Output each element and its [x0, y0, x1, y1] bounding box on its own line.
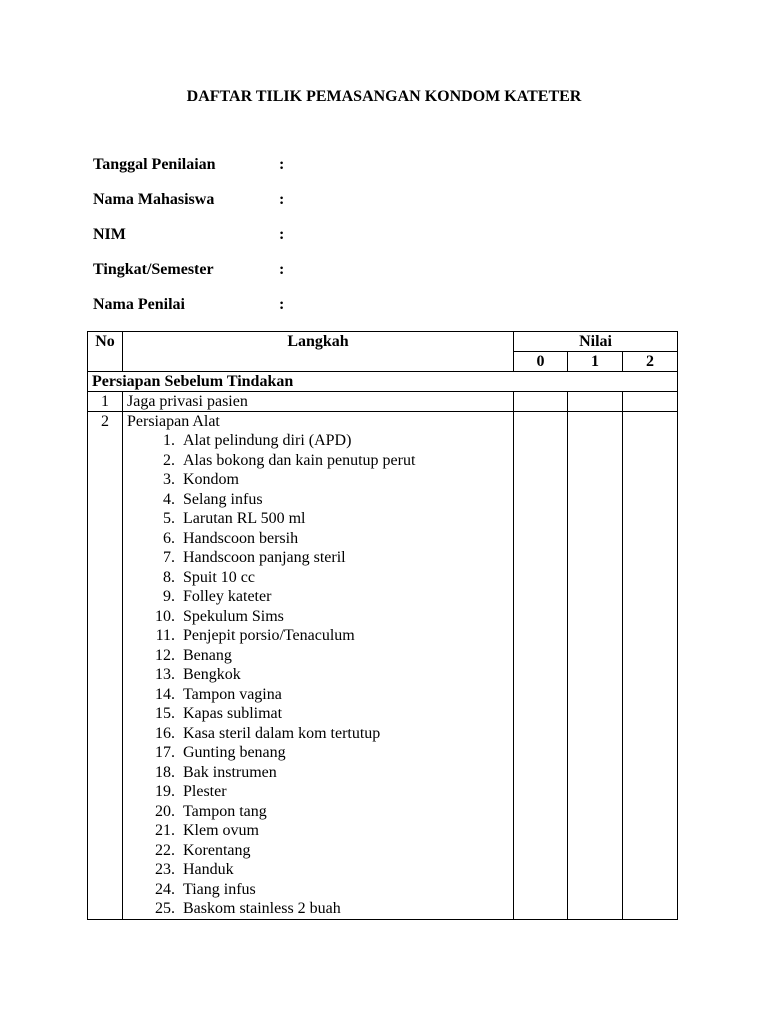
info-label: NIM — [93, 226, 126, 243]
score-cell-1[interactable] — [568, 412, 623, 920]
item-text: Baskom stainless 2 buah — [183, 900, 341, 917]
list-item — [127, 509, 509, 529]
item-number: 11. — [155, 627, 175, 644]
list-item — [127, 899, 509, 919]
row-number: 1 — [88, 392, 123, 412]
list-item — [127, 587, 509, 607]
info-label: Nama Penilai — [93, 296, 185, 313]
list-item — [127, 529, 509, 549]
header-no: No — [88, 332, 123, 372]
item-text: Klem ovum — [183, 822, 259, 839]
list-item — [127, 782, 509, 802]
item-text: Alas bokong dan kain penutup perut — [183, 451, 416, 469]
item-number: 18. — [155, 763, 175, 781]
list-item — [127, 763, 509, 783]
item-number: 8. — [163, 568, 175, 586]
row-step: Jaga privasi pasien — [123, 392, 514, 412]
item-text: Spekulum Sims — [183, 607, 284, 625]
item-text: Gunting benang — [183, 744, 286, 761]
item-text: Kasa steril dalam kom tertutup — [183, 724, 381, 742]
list-item — [127, 646, 509, 666]
info-label: Nama Mahasiswa — [93, 191, 215, 208]
info-colon: : — [279, 261, 285, 278]
item-number: 19. — [155, 783, 175, 800]
row-step: Persiapan Alat — [127, 413, 220, 430]
item-number: 24. — [155, 880, 175, 898]
document-title: DAFTAR TILIK PEMASANGAN KONDOM KATETER — [186, 88, 582, 105]
item-text: Bak instrumen — [183, 763, 277, 781]
info-row-tanggal — [93, 156, 284, 191]
header-nilai: Nilai — [514, 332, 678, 352]
item-number: 12. — [155, 646, 175, 664]
info-label: Tingkat/Semester — [93, 261, 214, 278]
score-cell-0[interactable] — [514, 412, 568, 920]
info-colon: : — [279, 296, 285, 313]
item-text: Kondom — [183, 471, 239, 488]
score-cell-1[interactable] — [568, 392, 623, 412]
table-row — [88, 412, 678, 920]
list-item — [127, 860, 509, 880]
list-item — [127, 743, 509, 763]
item-number: 3. — [163, 471, 175, 488]
score-cell-2[interactable] — [623, 412, 678, 920]
item-number: 5. — [163, 510, 175, 527]
item-number: 14. — [155, 685, 175, 703]
item-text: Plester — [183, 783, 227, 800]
item-text: Tampon vagina — [183, 685, 282, 703]
item-number: 6. — [163, 529, 175, 547]
item-text: Penjepit porsio/Tenaculum — [183, 627, 355, 644]
item-number: 23. — [155, 861, 175, 878]
list-item — [127, 685, 509, 705]
list-item — [127, 470, 509, 490]
assessment-info — [93, 156, 284, 331]
item-number: 17. — [155, 744, 175, 761]
item-number: 25. — [155, 900, 175, 917]
item-text: Benang — [183, 646, 232, 664]
info-colon: : — [279, 156, 285, 173]
equipment-list — [127, 431, 509, 919]
info-label: Tanggal Penilaian — [93, 156, 216, 173]
row-step-cell — [123, 412, 514, 920]
list-item — [127, 704, 509, 724]
list-item — [127, 451, 509, 471]
list-item — [127, 880, 509, 900]
item-number: 7. — [163, 549, 175, 566]
section-row — [88, 372, 678, 392]
header-langkah: Langkah — [123, 332, 514, 372]
info-row-tingkat-semester — [93, 261, 284, 296]
item-text: Handuk — [183, 861, 234, 878]
info-row-nama-penilai — [93, 296, 284, 331]
info-colon: : — [279, 226, 285, 243]
item-number: 13. — [155, 666, 175, 683]
item-number: 10. — [155, 607, 175, 625]
item-text: Larutan RL 500 ml — [183, 510, 306, 527]
item-number: 22. — [155, 841, 175, 859]
checklist-table — [87, 331, 678, 920]
item-text: Tiang infus — [183, 880, 256, 898]
item-number: 1. — [163, 432, 175, 449]
info-row-nim — [93, 226, 284, 261]
item-text: Bengkok — [183, 666, 241, 683]
list-item — [127, 841, 509, 861]
item-number: 4. — [163, 490, 175, 508]
item-text: Handscoon panjang steril — [183, 549, 346, 566]
list-item — [127, 607, 509, 627]
item-text: Folley kateter — [183, 588, 272, 605]
list-item — [127, 724, 509, 744]
item-number: 9. — [163, 588, 175, 605]
list-item — [127, 548, 509, 568]
list-item — [127, 802, 509, 822]
section-title: Persiapan Sebelum Tindakan — [88, 372, 678, 392]
row-number: 2 — [88, 412, 123, 920]
score-cell-0[interactable] — [514, 392, 568, 412]
item-text: Spuit 10 cc — [183, 568, 255, 586]
item-text: Handscoon bersih — [183, 529, 299, 547]
list-item — [127, 665, 509, 685]
item-number: 21. — [155, 822, 175, 839]
item-text: Kapas sublimat — [183, 705, 283, 722]
item-number: 15. — [155, 705, 175, 722]
item-text: Alat pelindung diri (APD) — [183, 432, 352, 449]
item-number: 16. — [155, 724, 175, 742]
header-row — [88, 332, 678, 352]
info-colon: : — [279, 191, 285, 208]
item-text: Korentang — [183, 841, 251, 859]
item-text: Selang infus — [183, 490, 263, 508]
list-item — [127, 568, 509, 588]
score-header-1: 1 — [568, 352, 623, 372]
score-header-2: 2 — [623, 352, 678, 372]
list-item — [127, 431, 509, 451]
score-header-0: 0 — [514, 352, 568, 372]
table-row — [88, 392, 678, 412]
item-text: Tampon tang — [183, 802, 267, 820]
list-item — [127, 821, 509, 841]
item-number: 20. — [155, 802, 175, 820]
info-row-nama-mahasiswa — [93, 191, 284, 226]
item-number: 2. — [163, 451, 175, 469]
list-item — [127, 490, 509, 510]
list-item — [127, 626, 509, 646]
score-cell-2[interactable] — [623, 392, 678, 412]
